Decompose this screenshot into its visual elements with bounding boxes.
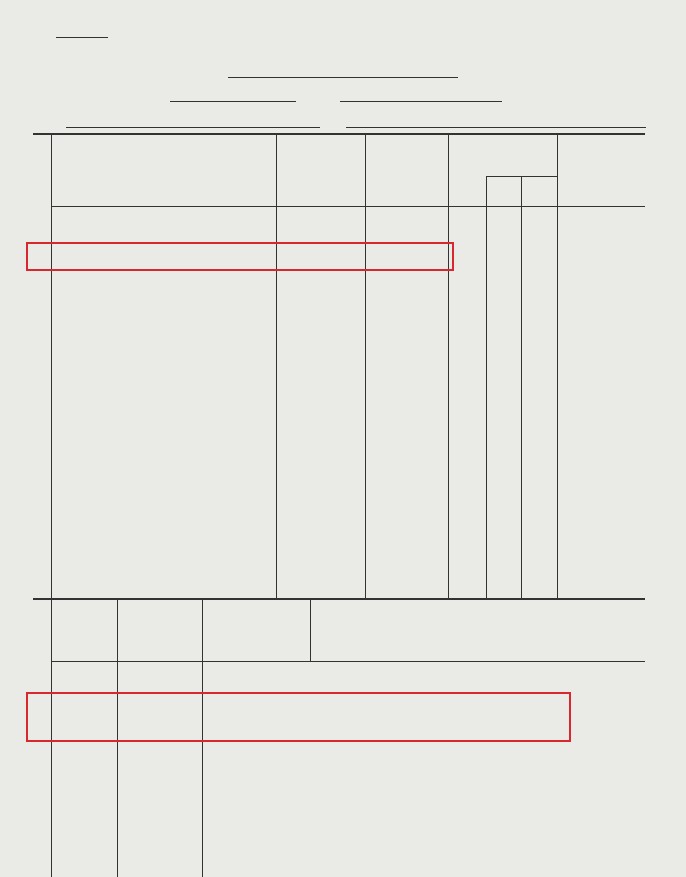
enlist-sub-1 xyxy=(486,176,487,598)
from-line xyxy=(66,127,320,128)
top-table-border xyxy=(33,133,645,135)
day-line xyxy=(170,101,296,102)
enlist-sub-top xyxy=(486,176,557,177)
top-col-2-line xyxy=(365,133,366,598)
top-col-1-line xyxy=(276,133,277,598)
top-col-3-line xyxy=(448,133,449,598)
enlist-sub-2 xyxy=(521,176,522,598)
ship-line xyxy=(228,77,458,78)
month-line xyxy=(340,101,502,102)
page-line xyxy=(56,37,108,38)
top-col-4-line xyxy=(557,133,558,598)
bottom-table-border xyxy=(33,598,645,600)
highlight-box-milligan-change xyxy=(26,692,571,742)
top-col-num-line xyxy=(51,133,52,598)
bottom-header-bottom xyxy=(52,661,645,662)
to-line xyxy=(346,127,646,128)
highlight-box-milligan-entry xyxy=(26,242,454,271)
bottom-col-8-line xyxy=(310,598,311,661)
